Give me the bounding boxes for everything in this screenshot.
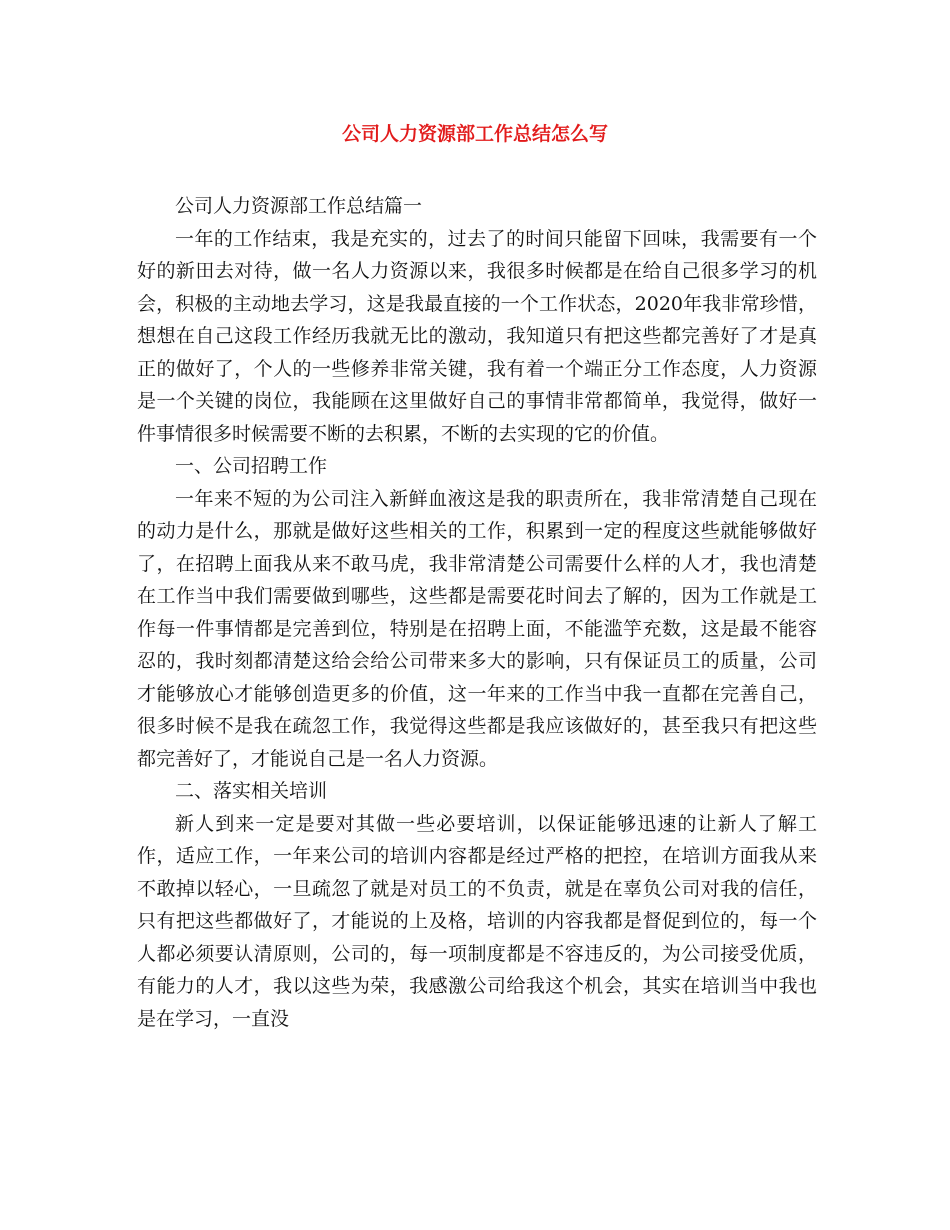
section-heading: 公司人力资源部工作总结篇一 <box>175 195 423 217</box>
document-title: 公司人力资源部工作总结怎么写 <box>341 123 608 145</box>
body-paragraph: 新人到来一定是要对其做一些必要培训，以保证能够迅速的让新人了解工作，适应工作，一年来公司的培训内容都是经过严格的把控，在培训方面我从来不敢掉以轻心，一旦疏忽了就是对员工的不负责，就是在辜负公司对我的信任，只有把这些都做好了，才能说的上及格，培训的内容我都是督促到位的，每一个人都必须要认清原则，公司的，每一项制度都是不容违反的，为公司接受优质，有能力的人才，我以这些为荣，我感激公司给我这个机会，其实在培训当中我也是在学习，一直没 <box>137 812 817 1030</box>
section-heading: 一、公司招聘工作 <box>175 455 328 477</box>
body-paragraph: 一年的工作结束，我是充实的，过去了的时间只能留下回味，我需要有一个好的新田去对待，做一名人力资源以来，我很多时候都是在给自己很多学习的机会，积极的主动地去学习，这是我最直接的一个工作状态，2020年我非常珍惜，想想在自己这段工作经历我就无比的激动，我知道只有把这些都完善好了才是真正的做好了，个人的一些修养非常关键，我有着一个端正分工作态度，人力资源是一个关键的岗位，我能顾在这里做好自己的事情非常都简单，我觉得，做好一件事情很多时候需要不断的去积累，不断的去实现的它的价值。 <box>137 227 817 445</box>
body-paragraph: 一年来不短的为公司注入新鲜血液这是我的职责所在，我非常清楚自己现在的动力是什么，那就是做好这些相关的工作，积累到一定的程度这些就能够做好了，在招聘上面我从来不敢马虎，我非常清楚公司需要什么样的人才，我也清楚在工作当中我们需要做到哪些，这些都是需要花时间去了解的，因为工作就是工作每一件事情都是完善到位，特别是在招聘上面，不能滥竽充数，这是最不能容忍的，我时刻都清楚这给会给公司带来多大的影响，只有保证员工的质量，公司才能够放心才能够创造更多的价值，这一年来的工作当中我一直都在完善自己，很多时候不是我在疏忽工作，我觉得这些都是我应该做好的，甚至我只有把这些都完善好了，才能说自己是一名人力资源。 <box>137 487 817 770</box>
document-body <box>137 190 817 1035</box>
section-heading: 二、落实相关培训 <box>175 780 328 802</box>
